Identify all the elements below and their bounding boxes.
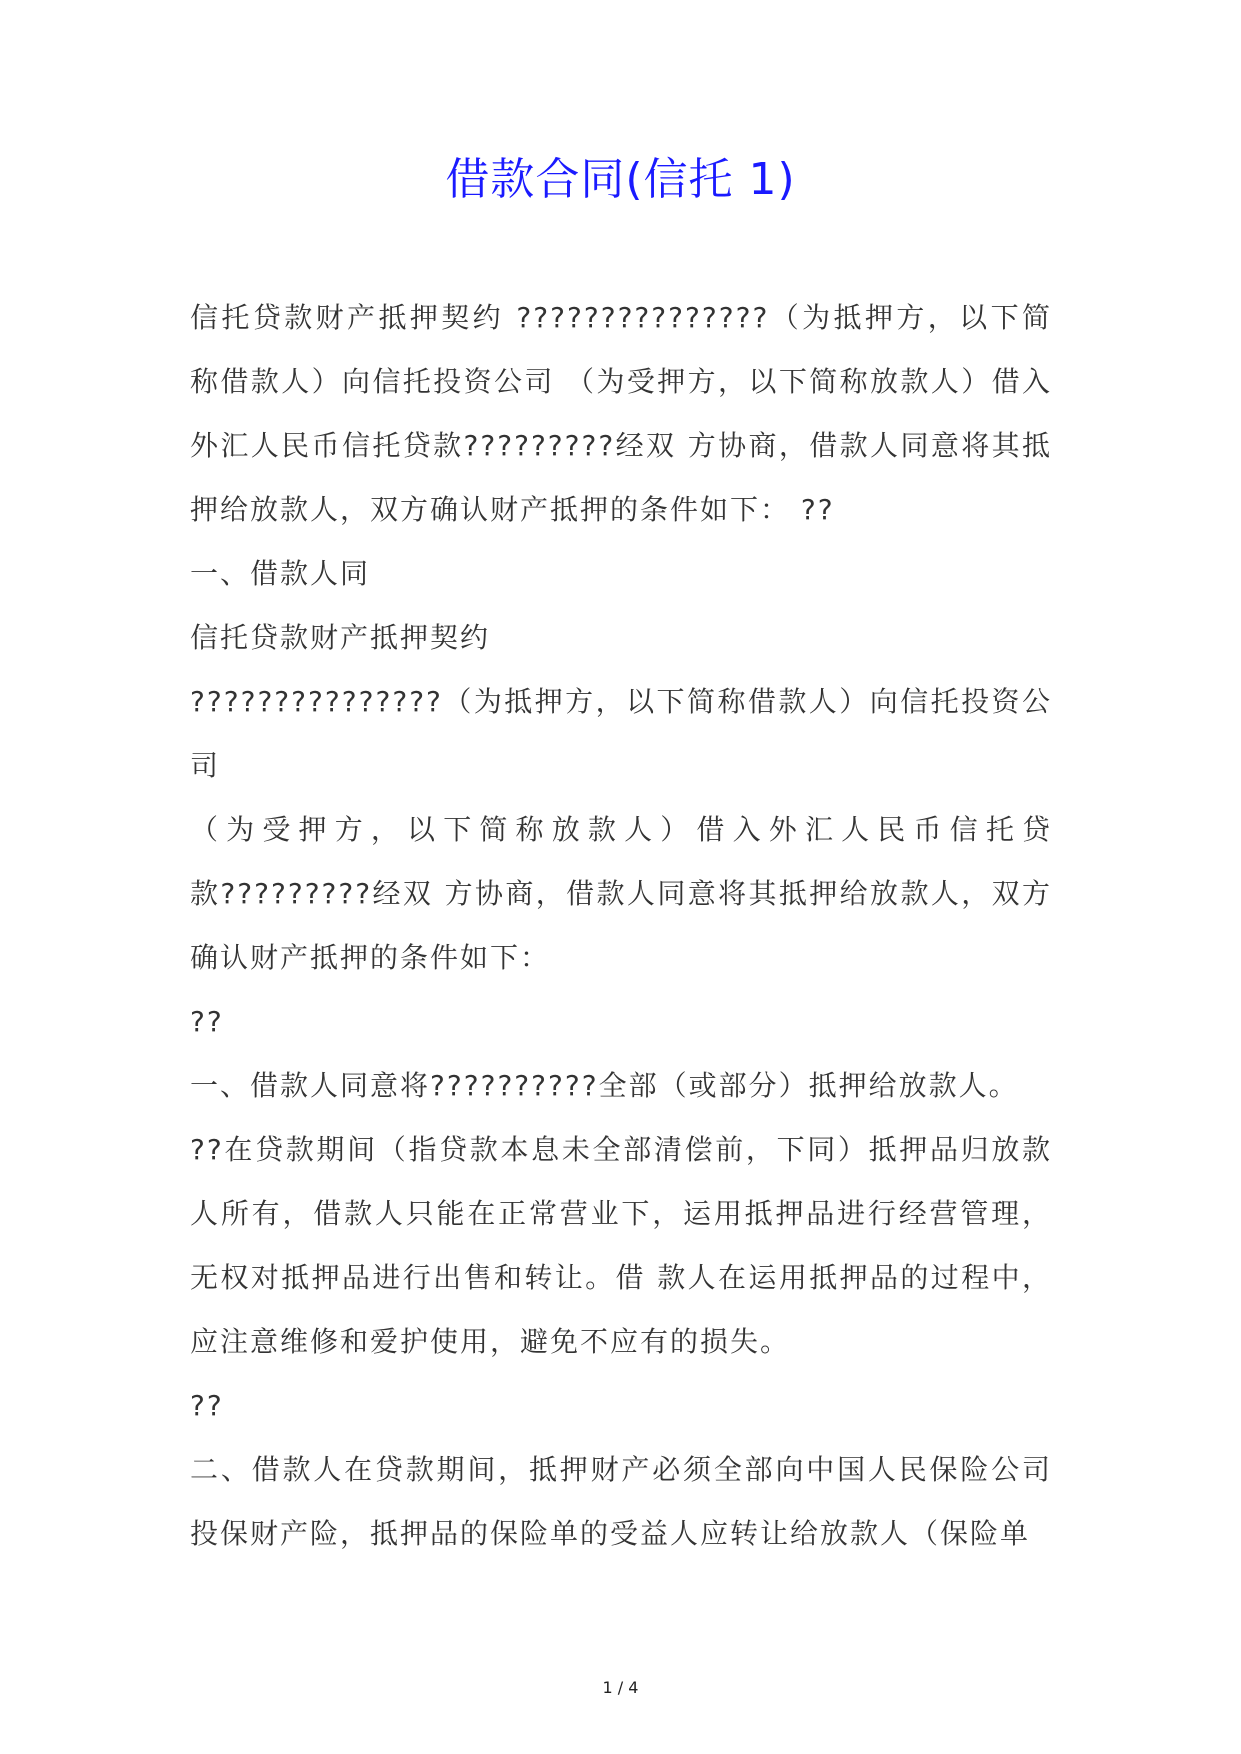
paragraph-clause-2: 二、借款人在贷款期间，抵押财产必须全部向中国人民保险公司投保财产险，抵押品的保险单的受益人应转让给放款人（保险单 — [190, 1453, 1052, 1550]
document-title: 借款合同(信托 1) — [445, 154, 796, 205]
paragraph-clause-1: 一、借款人同意将??????????全部（或部分）抵押给放款人。 — [190, 1069, 1019, 1102]
paragraph-clause-1-detail: ??在贷款期间（指贷款本息未全部清偿前，下同）抵押品归放款人所有，借款人只能在正常营业下，运用抵押品进行经营管理，无权对抵押品进行出售和转让。借 款人在运用抵押品的过程中，应注意维修和爱护使用，避免不应有的损失。 — [190, 1133, 1052, 1358]
page-number: 1 / 4 — [602, 1678, 639, 1697]
paragraph-placeholder: ?? — [190, 1389, 224, 1422]
document-body — [190, 286, 1052, 1566]
paragraph-parties: ???????????????（为抵押方，以下简称借款人）向信托投资公司 — [190, 685, 1052, 782]
paragraph-loan-terms: （为受押方，以下简称放款人）借入外汇人民币信托贷款?????????经双 方协商，借款人同意将其抵押给放款人，双方确认财产抵押的条件如下： — [190, 813, 1052, 974]
paragraph-heading: 信托贷款财产抵押契约 — [190, 621, 491, 654]
paragraph-placeholder: ?? — [190, 1005, 224, 1038]
paragraph-clause-fragment: 一、借款人同 — [190, 557, 371, 590]
paragraph-intro: 信托贷款财产抵押契约 ???????????????（为抵押方，以下简称借款人）向信托投资公司 （为受押方，以下简称放款人）借入外汇人民币信托贷款?????????经双 方协商，借款人同意将其抵押给放款人，双方确认财产抵押的条件如下： ?? — [190, 301, 1052, 526]
